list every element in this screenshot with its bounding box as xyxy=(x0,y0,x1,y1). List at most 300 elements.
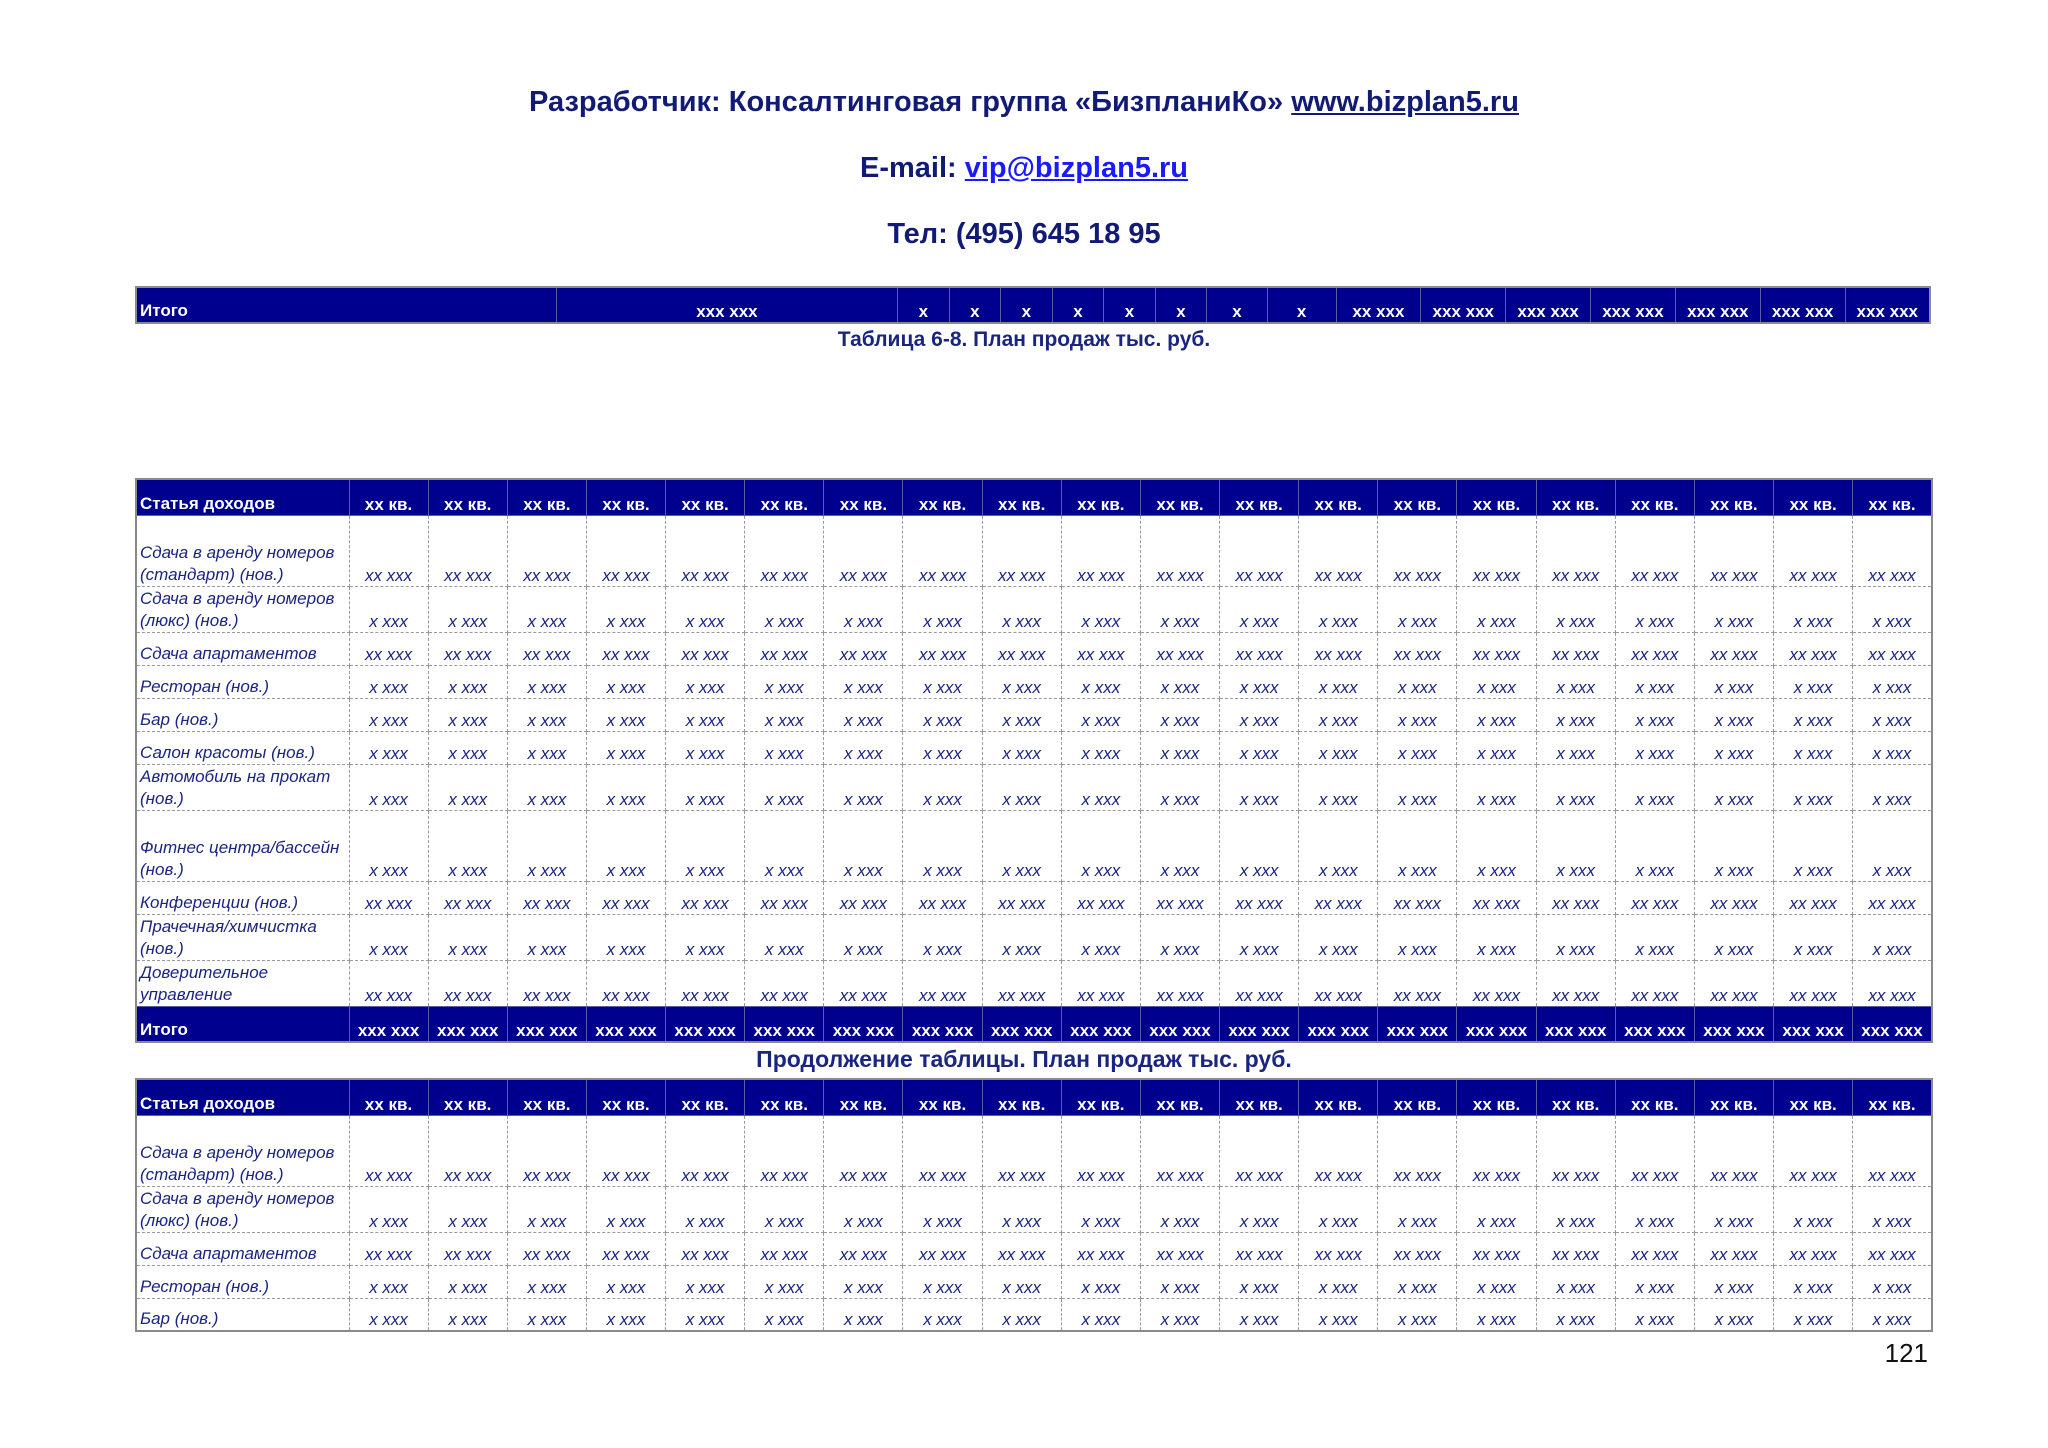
page-number: 121 xyxy=(1884,1338,1928,1368)
table2-caption: Продолжение таблицы. План продаж тыс. руб. xyxy=(756,1046,1292,1072)
row-value: xx xxx xyxy=(1299,1115,1378,1186)
row-value: xx xxx xyxy=(824,515,903,586)
row-value: x xxx xyxy=(1536,810,1615,881)
row-value: x xxx xyxy=(1061,1298,1140,1331)
row-value: xx xxx xyxy=(903,1232,982,1265)
row-value: xx xxx xyxy=(1140,515,1219,586)
row-value: xx xxx xyxy=(428,632,507,665)
row-value: xx xxx xyxy=(1615,960,1694,1006)
row-value: x xxx xyxy=(1061,914,1140,960)
row-value: x xxx xyxy=(1140,665,1219,698)
column-header-quarter: xx кв. xyxy=(1536,479,1615,515)
row-value: x xxx xyxy=(1140,810,1219,881)
row-value: x xxx xyxy=(428,1265,507,1298)
row-value: xx xxx xyxy=(1220,515,1299,586)
total-value: xxx xxx xyxy=(1845,287,1930,323)
row-value: x xxx xyxy=(982,698,1061,731)
row-value: x xxx xyxy=(745,731,824,764)
row-value: x xxx xyxy=(1694,764,1773,810)
column-header-quarter: xx кв. xyxy=(1299,1079,1378,1115)
total-value: xxx xxx xyxy=(1457,1006,1536,1042)
row-value: xx xxx xyxy=(666,960,745,1006)
row-value: x xxx xyxy=(349,810,428,881)
row-value: xx xxx xyxy=(428,1115,507,1186)
column-header-quarter: xx кв. xyxy=(666,479,745,515)
row-value: x xxx xyxy=(1378,665,1457,698)
row-value: x xxx xyxy=(1457,1265,1536,1298)
row-value: xx xxx xyxy=(982,1232,1061,1265)
row-value: x xxx xyxy=(349,1298,428,1331)
row-value: xx xxx xyxy=(1615,515,1694,586)
row-value: x xxx xyxy=(982,1298,1061,1331)
row-value: xx xxx xyxy=(507,881,586,914)
row-value: x xxx xyxy=(586,1186,665,1232)
row-value: x xxx xyxy=(586,731,665,764)
row-value: xx xxx xyxy=(1694,1115,1773,1186)
row-value: x xxx xyxy=(1378,810,1457,881)
row-value: xx xxx xyxy=(1774,632,1853,665)
header-phone-line: Тел: (495) 645 18 95 xyxy=(887,218,1161,250)
row-value: x xxx xyxy=(1615,665,1694,698)
row-value: x xxx xyxy=(1220,810,1299,881)
row-value: xx xxx xyxy=(982,1115,1061,1186)
row-value: x xxx xyxy=(1140,1186,1219,1232)
row-value: x xxx xyxy=(1061,665,1140,698)
row-value: x xxx xyxy=(1220,665,1299,698)
total-value: x xyxy=(1104,287,1156,323)
row-value: x xxx xyxy=(666,764,745,810)
column-header-quarter: xx кв. xyxy=(586,479,665,515)
column-header-quarter: xx кв. xyxy=(349,1079,428,1115)
row-value: x xxx xyxy=(1536,914,1615,960)
row-value: xx xxx xyxy=(1457,632,1536,665)
total-value: xxx xxx xyxy=(1061,1006,1140,1042)
row-value: x xxx xyxy=(745,1265,824,1298)
row-value: x xxx xyxy=(1774,1298,1853,1331)
row-value: x xxx xyxy=(1457,914,1536,960)
row-value: xx xxx xyxy=(349,1115,428,1186)
header-row xyxy=(136,1079,1932,1115)
row-value: xx xxx xyxy=(1220,1115,1299,1186)
row-value: xx xxx xyxy=(903,960,982,1006)
table-row xyxy=(136,731,1932,764)
row-value: x xxx xyxy=(824,586,903,632)
row-value: xx xxx xyxy=(586,1115,665,1186)
table-row xyxy=(136,515,1932,586)
row-value: x xxx xyxy=(1694,586,1773,632)
total-value: xxx xxx xyxy=(1694,1006,1773,1042)
column-header-quarter: xx кв. xyxy=(1615,479,1694,515)
row-value: x xxx xyxy=(1853,1265,1932,1298)
column-header-quarter: xx кв. xyxy=(824,479,903,515)
row-value: x xxx xyxy=(349,914,428,960)
row-value: x xxx xyxy=(745,764,824,810)
row-value: xx xxx xyxy=(1774,1232,1853,1265)
table-row xyxy=(136,698,1932,731)
total-value: xxx xxx xyxy=(745,1006,824,1042)
total-value: xxx xxx xyxy=(428,1006,507,1042)
row-label: Сдача в аренду номеров (стандарт) (нов.) xyxy=(136,1115,349,1186)
row-value: x xxx xyxy=(1774,1186,1853,1232)
row-value: x xxx xyxy=(903,1186,982,1232)
row-value: x xxx xyxy=(1140,764,1219,810)
total-row xyxy=(136,1006,1932,1042)
row-value: xx xxx xyxy=(1378,1232,1457,1265)
row-value: x xxx xyxy=(428,731,507,764)
row-value: x xxx xyxy=(1853,731,1932,764)
row-value: x xxx xyxy=(666,810,745,881)
row-value: x xxx xyxy=(1615,731,1694,764)
row-value: xx xxx xyxy=(903,881,982,914)
row-value: xx xxx xyxy=(1220,881,1299,914)
row-value: x xxx xyxy=(1853,665,1932,698)
row-value: xx xxx xyxy=(1615,1115,1694,1186)
total-value: xxx xxx xyxy=(586,1006,665,1042)
row-value: xx xxx xyxy=(1694,632,1773,665)
column-header-quarter: xx кв. xyxy=(1220,479,1299,515)
row-value: xx xxx xyxy=(824,632,903,665)
row-value: x xxx xyxy=(1220,914,1299,960)
row-value: x xxx xyxy=(1378,586,1457,632)
column-header-quarter: xx кв. xyxy=(1694,1079,1773,1115)
row-value: x xxx xyxy=(1220,764,1299,810)
column-header-quarter: xx кв. xyxy=(586,1079,665,1115)
row-value: x xxx xyxy=(903,586,982,632)
row-value: xx xxx xyxy=(745,632,824,665)
row-value: x xxx xyxy=(1220,1265,1299,1298)
column-header-quarter: xx кв. xyxy=(1220,1079,1299,1115)
row-value: x xxx xyxy=(982,1186,1061,1232)
row-value: x xxx xyxy=(1220,698,1299,731)
row-value: x xxx xyxy=(507,1298,586,1331)
row-value: x xxx xyxy=(1299,1298,1378,1331)
developer-text: Разработчик: Консалтинговая группа «БизпланиКо» xyxy=(529,86,1292,118)
row-label: Сдача в аренду номеров (люкс) (нов.) xyxy=(136,1186,349,1232)
row-value: xx xxx xyxy=(507,632,586,665)
total-value: xxx xxx xyxy=(1675,287,1760,323)
row-value: xx xxx xyxy=(1299,881,1378,914)
row-value: x xxx xyxy=(1140,1265,1219,1298)
row-value: x xxx xyxy=(507,764,586,810)
column-header-quarter: xx кв. xyxy=(1378,1079,1457,1115)
row-value: xx xxx xyxy=(428,960,507,1006)
row-value: x xxx xyxy=(1615,1298,1694,1331)
row-value: xx xxx xyxy=(982,515,1061,586)
row-value: xx xxx xyxy=(903,1115,982,1186)
column-header-quarter: xx кв. xyxy=(1061,1079,1140,1115)
row-value: xx xxx xyxy=(745,1232,824,1265)
column-header-quarter: xx кв. xyxy=(666,1079,745,1115)
table-row xyxy=(136,1232,1932,1265)
total-value: xxx xxx xyxy=(824,1006,903,1042)
row-value: x xxx xyxy=(666,731,745,764)
row-value: xx xxx xyxy=(349,881,428,914)
row-value: x xxx xyxy=(507,810,586,881)
row-value: x xxx xyxy=(666,1186,745,1232)
row-value: xx xxx xyxy=(1536,960,1615,1006)
row-label: Фитнес центра/бассейн (нов.) xyxy=(136,810,349,881)
column-header-quarter: xx кв. xyxy=(1853,1079,1932,1115)
row-value: xx xxx xyxy=(1615,881,1694,914)
total-value: x xyxy=(1207,287,1268,323)
row-value: x xxx xyxy=(1061,1186,1140,1232)
row-value: x xxx xyxy=(1694,1298,1773,1331)
row-value: x xxx xyxy=(1853,698,1932,731)
row-value: x xxx xyxy=(1140,731,1219,764)
total-value: xxx xxx xyxy=(903,1006,982,1042)
column-header-quarter: xx кв. xyxy=(1457,479,1536,515)
row-value: xx xxx xyxy=(745,960,824,1006)
column-header-quarter: xx кв. xyxy=(1299,479,1378,515)
row-value: x xxx xyxy=(1378,698,1457,731)
total-value: x xyxy=(898,287,950,323)
row-value: x xxx xyxy=(982,665,1061,698)
sales-plan-table-continued xyxy=(135,1078,1933,1332)
row-value: x xxx xyxy=(1220,586,1299,632)
row-value: x xxx xyxy=(1694,810,1773,881)
column-header-quarter: xx кв. xyxy=(428,1079,507,1115)
row-value: x xxx xyxy=(982,586,1061,632)
column-header-quarter: xx кв. xyxy=(1457,1079,1536,1115)
row-value: xx xxx xyxy=(1536,1115,1615,1186)
row-value: x xxx xyxy=(1853,1298,1932,1331)
row-value: x xxx xyxy=(903,665,982,698)
row-value: x xxx xyxy=(507,586,586,632)
row-value: x xxx xyxy=(824,1186,903,1232)
row-value: xx xxx xyxy=(1536,881,1615,914)
row-value: x xxx xyxy=(586,1298,665,1331)
row-value: x xxx xyxy=(1299,1265,1378,1298)
row-value: x xxx xyxy=(1220,1186,1299,1232)
row-label: Ресторан (нов.) xyxy=(136,1265,349,1298)
row-value: x xxx xyxy=(1694,698,1773,731)
row-value: x xxx xyxy=(428,914,507,960)
row-value: xx xxx xyxy=(586,1232,665,1265)
row-value: x xxx xyxy=(1378,1298,1457,1331)
row-value: xx xxx xyxy=(1061,960,1140,1006)
row-value: xx xxx xyxy=(1061,632,1140,665)
column-header-quarter: xx кв. xyxy=(507,479,586,515)
total-label: Итого xyxy=(136,287,556,323)
row-value: x xxx xyxy=(1299,665,1378,698)
row-value: xx xxx xyxy=(982,960,1061,1006)
row-value: xx xxx xyxy=(349,960,428,1006)
row-label: Сдача в аренду номеров (люкс) (нов.) xyxy=(136,586,349,632)
row-value: xx xxx xyxy=(1536,632,1615,665)
row-value: x xxx xyxy=(1694,1186,1773,1232)
row-value: xx xxx xyxy=(1140,1232,1219,1265)
row-value: x xxx xyxy=(1299,586,1378,632)
row-value: x xxx xyxy=(1774,914,1853,960)
column-header-quarter: xx кв. xyxy=(1774,1079,1853,1115)
row-value: xx xxx xyxy=(1220,1232,1299,1265)
column-header-quarter: xx кв. xyxy=(745,1079,824,1115)
row-value: x xxx xyxy=(1853,914,1932,960)
row-value: x xxx xyxy=(1061,1265,1140,1298)
row-value: xx xxx xyxy=(666,632,745,665)
row-value: xx xxx xyxy=(1140,1115,1219,1186)
row-label: Сдача апартаментов xyxy=(136,1232,349,1265)
row-value: xx xxx xyxy=(507,960,586,1006)
row-value: xx xxx xyxy=(349,632,428,665)
row-value: xx xxx xyxy=(1694,960,1773,1006)
column-header-quarter: xx кв. xyxy=(982,1079,1061,1115)
row-value: xx xxx xyxy=(1457,1232,1536,1265)
row-value: xx xxx xyxy=(1536,1232,1615,1265)
row-value: x xxx xyxy=(1774,665,1853,698)
row-value: x xxx xyxy=(586,1265,665,1298)
row-value: xx xxx xyxy=(1299,632,1378,665)
row-value: x xxx xyxy=(666,665,745,698)
row-value: x xxx xyxy=(745,698,824,731)
row-value: x xxx xyxy=(1299,810,1378,881)
row-value: x xxx xyxy=(507,1265,586,1298)
row-value: x xxx xyxy=(903,731,982,764)
email-label: E-mail: xyxy=(860,152,965,184)
row-value: xx xxx xyxy=(1299,960,1378,1006)
row-value: xx xxx xyxy=(824,1232,903,1265)
row-value: xx xxx xyxy=(1774,515,1853,586)
row-value: x xxx xyxy=(586,810,665,881)
row-value: xx xxx xyxy=(745,1115,824,1186)
row-value: xx xxx xyxy=(824,881,903,914)
row-value: x xxx xyxy=(1457,1298,1536,1331)
row-label: Салон красоты (нов.) xyxy=(136,731,349,764)
row-value: xx xxx xyxy=(1061,1232,1140,1265)
row-value: xx xxx xyxy=(1774,881,1853,914)
row-label: Сдача в аренду номеров (стандарт) (нов.) xyxy=(136,515,349,586)
row-value: x xxx xyxy=(1615,810,1694,881)
row-value: x xxx xyxy=(507,665,586,698)
row-value: x xxx xyxy=(1061,764,1140,810)
row-value: xx xxx xyxy=(1536,515,1615,586)
total-label: Итого xyxy=(136,1006,349,1042)
row-value: x xxx xyxy=(507,1186,586,1232)
row-value: xx xxx xyxy=(1378,1115,1457,1186)
row-value: x xxx xyxy=(1378,1186,1457,1232)
row-value: x xxx xyxy=(1615,1186,1694,1232)
total-value: xxx xxx xyxy=(1615,1006,1694,1042)
row-value: x xxx xyxy=(745,1298,824,1331)
table-row xyxy=(136,810,1932,881)
total-value: xxx xxx xyxy=(1220,1006,1299,1042)
table-row xyxy=(136,764,1932,810)
row-value: x xxx xyxy=(349,1265,428,1298)
total-value: xxx xxx xyxy=(1140,1006,1219,1042)
row-value: x xxx xyxy=(1378,764,1457,810)
column-header-quarter: xx кв. xyxy=(1615,1079,1694,1115)
row-value: xx xxx xyxy=(1220,960,1299,1006)
row-value: xx xxx xyxy=(586,960,665,1006)
row-value: x xxx xyxy=(903,914,982,960)
row-value: xx xxx xyxy=(666,515,745,586)
row-value: x xxx xyxy=(982,764,1061,810)
total-value: x xyxy=(1267,287,1336,323)
row-value: x xxx xyxy=(1774,586,1853,632)
row-value: x xxx xyxy=(1774,764,1853,810)
row-value: x xxx xyxy=(903,1298,982,1331)
total-value: xxx xxx xyxy=(507,1006,586,1042)
row-value: xx xxx xyxy=(1774,1115,1853,1186)
row-value: x xxx xyxy=(349,764,428,810)
row-value: x xxx xyxy=(666,586,745,632)
row-value: x xxx xyxy=(1140,1298,1219,1331)
row-value: x xxx xyxy=(586,665,665,698)
row-value: x xxx xyxy=(1061,810,1140,881)
row-value: x xxx xyxy=(1061,698,1140,731)
row-value: x xxx xyxy=(1536,1186,1615,1232)
row-value: xx xxx xyxy=(1694,515,1773,586)
row-value: xx xxx xyxy=(1853,632,1932,665)
total-value: xxx xxx xyxy=(1774,1006,1853,1042)
row-value: x xxx xyxy=(1853,586,1932,632)
row-value: x xxx xyxy=(1536,1265,1615,1298)
total-value: xxx xxx xyxy=(1378,1006,1457,1042)
table-row xyxy=(136,960,1932,1006)
email-link[interactable]: vip@bizplan5.ru xyxy=(964,152,1188,184)
row-value: x xxx xyxy=(903,764,982,810)
total-value: xxx xxx xyxy=(1299,1006,1378,1042)
row-value: x xxx xyxy=(745,810,824,881)
row-value: xx xxx xyxy=(586,515,665,586)
column-header-quarter: xx кв. xyxy=(1140,1079,1219,1115)
row-value: x xxx xyxy=(1299,1186,1378,1232)
column-header-quarter: xx кв. xyxy=(1378,479,1457,515)
website-link[interactable]: www.bizplan5.ru xyxy=(1291,86,1519,118)
row-value: xx xxx xyxy=(1457,960,1536,1006)
row-value: xx xxx xyxy=(666,881,745,914)
row-value: x xxx xyxy=(982,914,1061,960)
row-value: xx xxx xyxy=(428,1232,507,1265)
total-value: xxx xxx xyxy=(556,287,897,323)
row-value: xx xxx xyxy=(586,632,665,665)
row-value: xx xxx xyxy=(1061,881,1140,914)
row-value: xx xxx xyxy=(1774,960,1853,1006)
row-value: xx xxx xyxy=(745,515,824,586)
row-value: x xxx xyxy=(428,665,507,698)
row-value: x xxx xyxy=(586,698,665,731)
row-value: x xxx xyxy=(745,586,824,632)
row-value: x xxx xyxy=(1536,586,1615,632)
column-header-quarter: xx кв. xyxy=(507,1079,586,1115)
row-value: xx xxx xyxy=(1615,1232,1694,1265)
row-value: x xxx xyxy=(428,810,507,881)
row-value: x xxx xyxy=(903,810,982,881)
row-value: x xxx xyxy=(1061,731,1140,764)
row-value: x xxx xyxy=(586,914,665,960)
row-value: x xxx xyxy=(666,1265,745,1298)
row-value: x xxx xyxy=(1615,914,1694,960)
row-value: x xxx xyxy=(586,764,665,810)
column-header-quarter: xx кв. xyxy=(903,479,982,515)
row-value: x xxx xyxy=(428,586,507,632)
row-value: x xxx xyxy=(666,1298,745,1331)
row-value: x xxx xyxy=(1853,1186,1932,1232)
row-value: xx xxx xyxy=(1220,632,1299,665)
table1-caption: Таблица 6-8. План продаж тыс. руб. xyxy=(837,328,1211,351)
column-header-quarter: xx кв. xyxy=(745,479,824,515)
total-value: xxx xxx xyxy=(1536,1006,1615,1042)
row-value: xx xxx xyxy=(903,632,982,665)
row-value: x xxx xyxy=(1853,810,1932,881)
row-value: x xxx xyxy=(1457,665,1536,698)
row-value: xx xxx xyxy=(507,1115,586,1186)
total-value: xxx xxx xyxy=(349,1006,428,1042)
row-value: x xxx xyxy=(1061,586,1140,632)
row-value: x xxx xyxy=(824,731,903,764)
row-value: x xxx xyxy=(1299,731,1378,764)
row-value: x xxx xyxy=(1694,1265,1773,1298)
